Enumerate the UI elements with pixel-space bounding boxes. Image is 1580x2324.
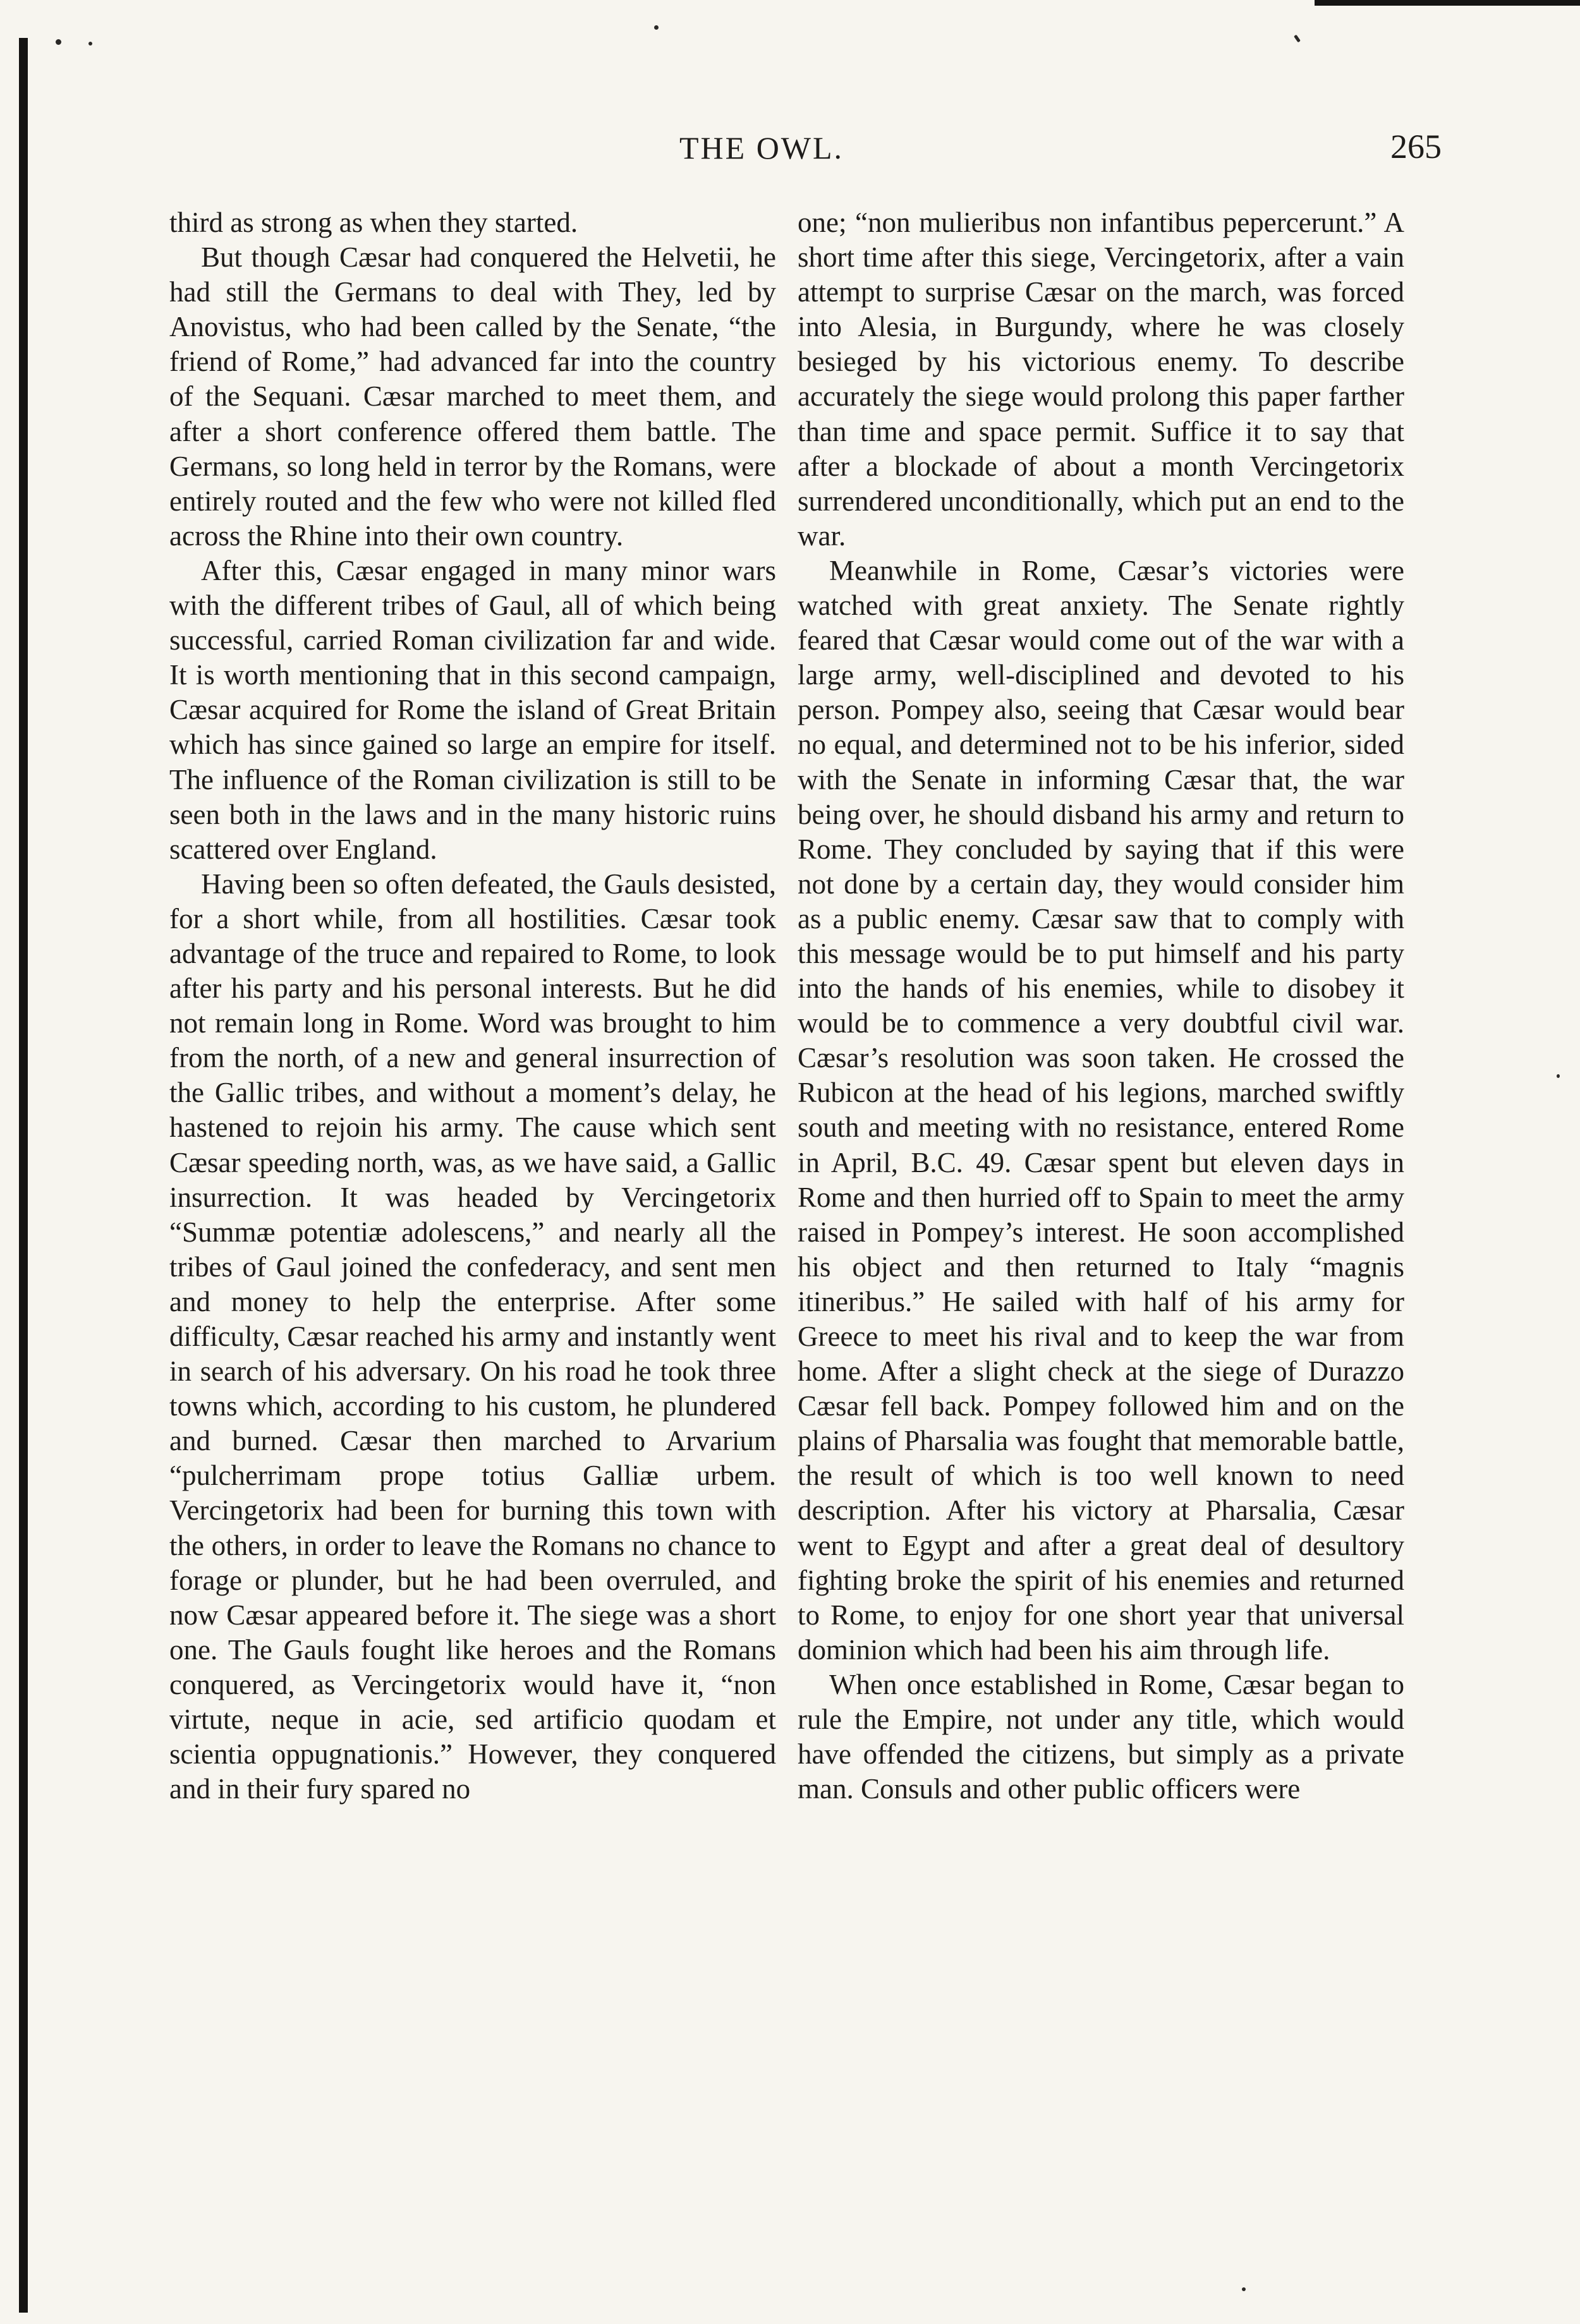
page-number: 265 bbox=[1390, 128, 1442, 166]
page-spine-shadow bbox=[19, 38, 28, 2313]
print-speck bbox=[1557, 1074, 1560, 1078]
running-title: THE OWL. bbox=[679, 130, 844, 166]
paragraph: When once established in Rome, Cæsar began to rule the Empire, not under any title, which would have offended the citizens, but simply as a private man. Consuls and other public officers were bbox=[798, 1668, 1404, 1805]
print-speck bbox=[1294, 35, 1301, 43]
print-speck bbox=[654, 25, 659, 30]
paragraph: Having been so often defeated, the Gauls desisted, for a short while, from all hostilities. Cæsar took advantage of the truce and repaired to Rome, to look after his party and his personal interests. But he did not remain long in Rome. Word was brought to him from the north, of a new and general insurrection of the Gallic tribes, and without a moment’s delay, he hastened to rejoin his army. The cause which sent Cæsar speeding north, was, as we have said, a Gallic insurrection. It was headed by Vercingetorix “Summæ potentiæ adolescens,” and nearly all the tribes of Gaul joined the confederacy, and sent men and money to help the enterprise. After some difficulty, Cæsar reached his army and instantly went in search of his adversary. On his road he took three towns which, according to his custom, he plundered and burned. Cæsar then marched to Arvarium “pulcherrimam prope totius Galliæ urbem. Vercingetorix had been for burning this town with the others, in order to leave the Romans no chance to forage or plunder, but he had been overruled, and now Cæsar appeared before it. The siege was a short one. The Gauls fought like heroes and the Romans conquered, as Vercingetorix would have it, “non virtute, neque in acie, sed artificio quodam et scientia oppugnationis.” However, they conquered and in their fury spared no bbox=[169, 868, 776, 1805]
left-column bbox=[169, 205, 776, 1807]
paragraph: But though Cæsar had conquered the Helvetii, he had still the Germans to deal with They, led by Anovistus, who had been called by the Senate, “the friend of Rome,” had advanced far into the country of the Sequani. Cæsar marched to meet them, and after a short conference offered them battle. The Germans, so long held in terror by the Romans, were entirely routed and the few who were not killed fled across the Rhine into their own country. bbox=[169, 241, 776, 552]
paragraph: one; “non mulieribus non infantibus pepercerunt.” A short time after this siege, Vercingetorix, after a vain attempt to surprise Cæsar on the march, was forced into Alesia, in Burgundy, where he was closely besieged by his victorious enemy. To describe accurately the siege would prolong this paper farther than time and space permit. Suffice it to say that after a blockade of about a month Vercingetorix surrendered unconditionally, which put an end to the war. bbox=[798, 207, 1404, 552]
right-column bbox=[798, 205, 1404, 1807]
top-edge-rule bbox=[1315, 0, 1580, 6]
print-speck bbox=[1242, 2287, 1246, 2291]
paragraph: After this, Cæsar engaged in many minor wars with the different tribes of Gaul, all of which being successful, carried Roman civilization far and wide. It is worth mentioning that in this second campaign, Cæsar acquired for Rome the island of Great Britain which has since gained so large an empire for itself. The influence of the Roman civilization is still to be seen both in the laws and in the many historic ruins scattered over England. bbox=[169, 554, 776, 865]
print-speck bbox=[88, 42, 92, 45]
paragraph: third as strong as when they started. bbox=[169, 207, 578, 238]
paragraph: Meanwhile in Rome, Cæsar’s victories were watched with great anxiety. The Senate rightly feared that Cæsar would come out of the war with a large army, well-disciplined and devoted to his person. Pompey also, seeing that Cæsar would bear no equal, and determined not to be his inferior, sided with the Senate in informing Cæsar that, the war being over, he should disband his army and return to Rome. They concluded by saying that if this were not done by a certain day, they would consider him as a public enemy. Cæsar saw that to comply with this message would be to put himself and his party into the hands of his enemies, while to disobey it would be to commence a very doubtful civil war. Cæsar’s resolution was soon taken. He crossed the Rubicon at the head of his legions, marched swiftly south and meeting with no resistance, entered Rome in April, B.C. 49. Cæsar spent but eleven days in Rome and then hurried off to Spain to meet the army raised in Pompey’s interest. He soon accomplished his object and then returned to Italy “magnis itineribus.” He sailed with half of his army for Greece to meet his rival and to keep the war from home. After a slight check at the siege of Durazzo Cæsar fell back. Pompey followed him and on the plains of Pharsalia was fought that memorable battle, the result of which is too well known to need description. After his victory at Pharsalia, Cæsar went to Egypt and after a great deal of desultory fighting broke the spirit of his enemies and returned to Rome, to enjoy for one short year that universal dominion which had been his aim through life. bbox=[798, 554, 1404, 1666]
print-speck bbox=[56, 39, 61, 45]
